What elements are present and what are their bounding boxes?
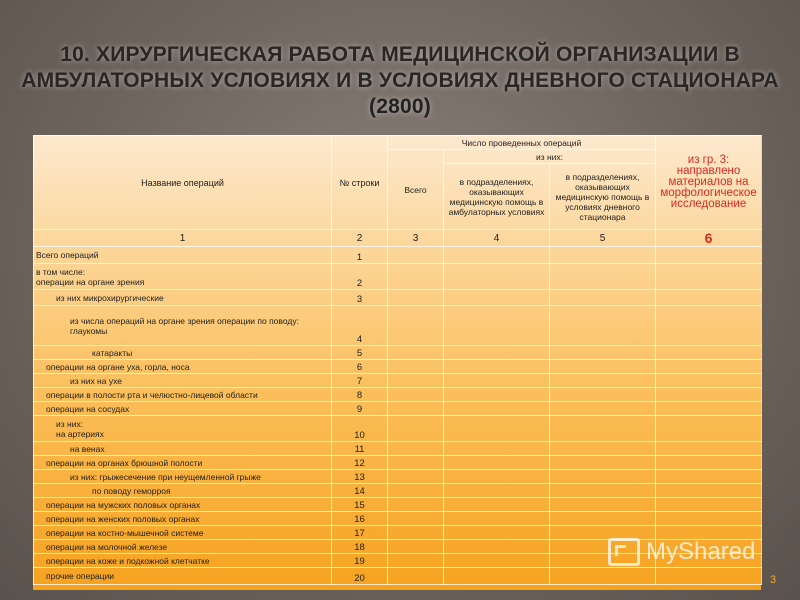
- operation-name: операции на мужских половых органах: [34, 498, 332, 512]
- table-row: [34, 568, 762, 585]
- data-cell[interactable]: [444, 470, 550, 484]
- data-cell[interactable]: [550, 264, 656, 290]
- data-cell[interactable]: [550, 402, 656, 416]
- watermark-text: MyShared: [646, 538, 756, 565]
- table-row: [34, 442, 762, 456]
- column-number: 5: [550, 230, 656, 247]
- data-cell[interactable]: [444, 264, 550, 290]
- operations-table-container: [33, 135, 761, 590]
- data-cell[interactable]: [656, 388, 762, 402]
- data-cell[interactable]: [388, 498, 444, 512]
- header-total: Всего: [388, 150, 444, 230]
- data-cell[interactable]: [550, 374, 656, 388]
- column-number: 1: [34, 230, 332, 247]
- slide-title: [0, 42, 800, 120]
- data-cell[interactable]: [550, 388, 656, 402]
- data-cell[interactable]: [388, 540, 444, 554]
- data-cell[interactable]: [388, 264, 444, 290]
- row-number: 8: [332, 388, 388, 402]
- data-cell[interactable]: [656, 442, 762, 456]
- table-row: [34, 306, 762, 346]
- data-cell[interactable]: [444, 374, 550, 388]
- data-cell[interactable]: [388, 568, 444, 585]
- data-cell[interactable]: [550, 484, 656, 498]
- row-number: 13: [332, 470, 388, 484]
- data-cell[interactable]: [444, 554, 550, 568]
- operation-name: операции на женских половых органах: [34, 512, 332, 526]
- row-number: 1: [332, 247, 388, 264]
- data-cell[interactable]: [656, 290, 762, 306]
- header-of-them: из них:: [444, 150, 656, 164]
- table-row: [34, 374, 762, 388]
- data-cell[interactable]: [388, 442, 444, 456]
- data-cell[interactable]: [444, 360, 550, 374]
- data-cell[interactable]: [444, 484, 550, 498]
- data-cell[interactable]: [656, 484, 762, 498]
- header-morphology: из гр. 3: направлено материалов на морфологическое исследование: [656, 136, 762, 230]
- operation-name: Всего операций: [34, 247, 332, 264]
- operation-name: операции на костно-мышечной системе: [34, 526, 332, 540]
- operation-name: операции на органе уха, горла, носа: [34, 360, 332, 374]
- column-number: 3: [388, 230, 444, 247]
- data-cell[interactable]: [656, 402, 762, 416]
- table-row: [34, 498, 762, 512]
- data-cell[interactable]: [388, 554, 444, 568]
- operation-name: операции на коже и подкожной клетчатке: [34, 554, 332, 568]
- table-row: [34, 360, 762, 374]
- data-cell[interactable]: [550, 456, 656, 470]
- data-cell[interactable]: [388, 526, 444, 540]
- row-number: 6: [332, 360, 388, 374]
- operation-name: из числа операций на органе зрения операции по поводу: глаукомы: [34, 306, 332, 346]
- table-row: [34, 402, 762, 416]
- data-cell[interactable]: [550, 470, 656, 484]
- row-number: 3: [332, 290, 388, 306]
- data-cell[interactable]: [388, 512, 444, 526]
- column-number: 6: [656, 230, 762, 247]
- data-cell[interactable]: [444, 402, 550, 416]
- header-row-number: № строки: [332, 136, 388, 230]
- data-cell[interactable]: [388, 290, 444, 306]
- header-operation-name: Название операций: [34, 136, 332, 230]
- data-cell[interactable]: [656, 264, 762, 290]
- row-number: 12: [332, 456, 388, 470]
- data-cell[interactable]: [444, 526, 550, 540]
- operation-name: катаракты: [34, 346, 332, 360]
- row-number: 2: [332, 264, 388, 290]
- header-ambulatory: в подразделениях, оказывающих медицинскую помощь в амбулаторных условиях: [444, 164, 550, 230]
- data-cell[interactable]: [388, 388, 444, 402]
- table-row: [34, 416, 762, 442]
- data-cell[interactable]: [550, 512, 656, 526]
- data-cell[interactable]: [388, 346, 444, 360]
- data-cell[interactable]: [388, 247, 444, 264]
- data-cell[interactable]: [550, 360, 656, 374]
- column-numbers-row: [34, 230, 762, 247]
- data-cell[interactable]: [656, 346, 762, 360]
- table-row: [34, 512, 762, 526]
- header-day-hospital: в подразделениях, оказывающих медицинскую помощь в условиях дневного стационара: [550, 164, 656, 230]
- operations-table: [33, 135, 762, 585]
- operation-name: из них микрохирургические: [34, 290, 332, 306]
- row-number: 17: [332, 526, 388, 540]
- column-number: 4: [444, 230, 550, 247]
- row-number: 4: [332, 306, 388, 346]
- row-number: 19: [332, 554, 388, 568]
- operation-name: из них: грыжесечение при неущемленной грыже: [34, 470, 332, 484]
- row-number: 10: [332, 416, 388, 442]
- data-cell[interactable]: [656, 374, 762, 388]
- data-cell[interactable]: [550, 290, 656, 306]
- table-row: [34, 470, 762, 484]
- data-cell[interactable]: [550, 416, 656, 442]
- data-cell[interactable]: [550, 346, 656, 360]
- operation-name: операции в полости рта и челюстно-лицевой области: [34, 388, 332, 402]
- data-cell[interactable]: [388, 456, 444, 470]
- operation-name: операции на молочной железе: [34, 540, 332, 554]
- data-cell[interactable]: [656, 247, 762, 264]
- title-form-code: (2800): [369, 95, 431, 118]
- data-cell[interactable]: [550, 247, 656, 264]
- data-cell[interactable]: [444, 388, 550, 402]
- data-cell[interactable]: [444, 306, 550, 346]
- data-cell[interactable]: [388, 360, 444, 374]
- operation-name: из них на ухе: [34, 374, 332, 388]
- data-cell[interactable]: [656, 456, 762, 470]
- table-row: [34, 484, 762, 498]
- data-cell[interactable]: [388, 306, 444, 346]
- column-number: 2: [332, 230, 388, 247]
- row-number: 16: [332, 512, 388, 526]
- row-number: 20: [332, 568, 388, 585]
- table-row: [34, 388, 762, 402]
- row-number: 15: [332, 498, 388, 512]
- data-cell[interactable]: [444, 568, 550, 585]
- row-number: 7: [332, 374, 388, 388]
- title-line-2: АМБУЛАТОРНЫХ УСЛОВИЯХ И В УСЛОВИЯХ ДНЕВНОГО СТАЦИОНАРА: [21, 69, 779, 92]
- data-cell[interactable]: [656, 360, 762, 374]
- data-cell[interactable]: [444, 512, 550, 526]
- row-number: 9: [332, 402, 388, 416]
- data-cell[interactable]: [444, 290, 550, 306]
- data-cell[interactable]: [444, 442, 550, 456]
- data-cell[interactable]: [656, 512, 762, 526]
- data-cell[interactable]: [656, 568, 762, 585]
- table-row: [34, 264, 762, 290]
- data-cell[interactable]: [656, 498, 762, 512]
- data-cell[interactable]: [388, 470, 444, 484]
- operation-name: операции на органах брюшной полости: [34, 456, 332, 470]
- operation-name: в том числе: операции на органе зрения: [34, 264, 332, 290]
- operation-name: по поводу геморроя: [34, 484, 332, 498]
- data-cell[interactable]: [550, 498, 656, 512]
- data-cell[interactable]: [444, 416, 550, 442]
- row-number: 11: [332, 442, 388, 456]
- row-number: 5: [332, 346, 388, 360]
- data-cell[interactable]: [444, 540, 550, 554]
- row-number: 18: [332, 540, 388, 554]
- data-cell[interactable]: [444, 247, 550, 264]
- data-cell[interactable]: [388, 402, 444, 416]
- data-cell[interactable]: [656, 306, 762, 346]
- data-cell[interactable]: [550, 442, 656, 456]
- operation-name: операции на сосудах: [34, 402, 332, 416]
- data-cell[interactable]: [656, 416, 762, 442]
- table-row: [34, 290, 762, 306]
- myshared-logo-icon: [608, 538, 640, 566]
- data-cell[interactable]: [388, 374, 444, 388]
- data-cell[interactable]: [550, 568, 656, 585]
- data-cell[interactable]: [444, 456, 550, 470]
- table-row: [34, 247, 762, 264]
- myshared-watermark: [608, 538, 755, 566]
- title-line-1: 10. ХИРУРГИЧЕСКАЯ РАБОТА МЕДИЦИНСКОЙ ОРГАНИЗАЦИИ В: [60, 43, 740, 66]
- operation-name: из них: на артериях: [34, 416, 332, 442]
- data-cell[interactable]: [388, 416, 444, 442]
- row-number: 14: [332, 484, 388, 498]
- table-row: [34, 456, 762, 470]
- data-cell[interactable]: [444, 346, 550, 360]
- header-operations-performed: Число проведенных операций: [388, 136, 656, 150]
- data-cell[interactable]: [550, 306, 656, 346]
- data-cell[interactable]: [656, 470, 762, 484]
- operation-name: прочие операции: [34, 568, 332, 585]
- slide-number: 3: [770, 574, 777, 586]
- operation-name: на венах: [34, 442, 332, 456]
- table-row: [34, 346, 762, 360]
- data-cell[interactable]: [444, 498, 550, 512]
- data-cell[interactable]: [388, 484, 444, 498]
